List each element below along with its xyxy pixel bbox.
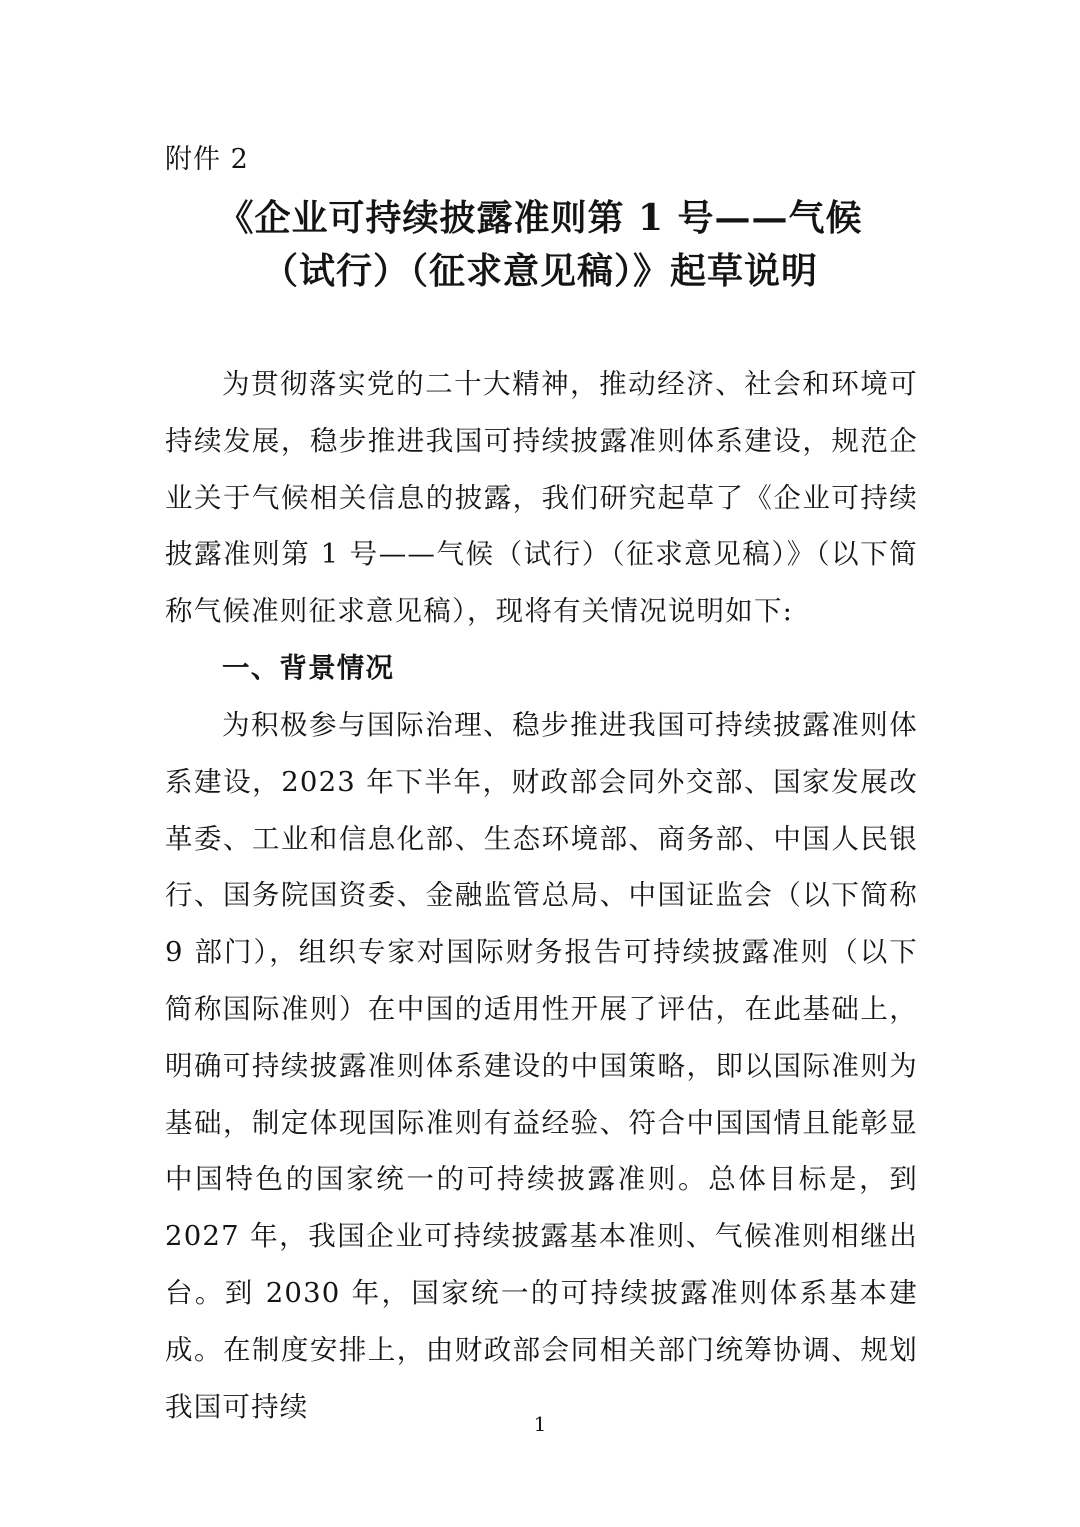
document-title-line-2: （试行）（征求意见稿）》起草说明 <box>261 250 818 292</box>
background-paragraph: 为积极参与国际治理、稳步推进我国可持续披露准则体系建设，2023 年下半年，财政部会同外交部、国家发展改革委、工业和信息化部、生态环境部、商务部、中国人民银行、国务院国资委、金融监管总局、中国证监会（以下简称 9 部门），组织专家对国际财务报告可持续披露准则（以下简称国际准则）在中国的适用性开展了评估，在此基础上，明确可持续披露准则体系建设的中国策略，即以国际准则为基础，制定体现国际准则有益经验、符合中国国情且能彰显中国特色的国家统一的可持续披露准则。总体目标是，到 2027 年，我国企业可持续披露基本准则、气候准则相继出台。到 2030 年，国家统一的可持续披露准则体系基本建成。在制度安排上，由财政部会同相关部门统筹协调、规划我国可持续 <box>165 709 918 1423</box>
document-title-line-1: 《企业可持续披露准则第 1 号——气候 <box>217 197 863 239</box>
intro-paragraph: 为贯彻落实党的二十大精神，推动经济、社会和环境可持续发展，稳步推进我国可持续披露准则体系建设，规范企业关于气候相关信息的披露，我们研究起草了《企业可持续披露准则第 1 号——气候（试行）（征求意见稿）》（以下简称气候准则征求意见稿），现将有关情况说明如下: <box>165 368 918 628</box>
page-number: 1 <box>533 1412 547 1436</box>
section-heading-background: 一、背景情况 <box>222 652 395 684</box>
attachment-label: 附件 2 <box>165 144 249 175</box>
